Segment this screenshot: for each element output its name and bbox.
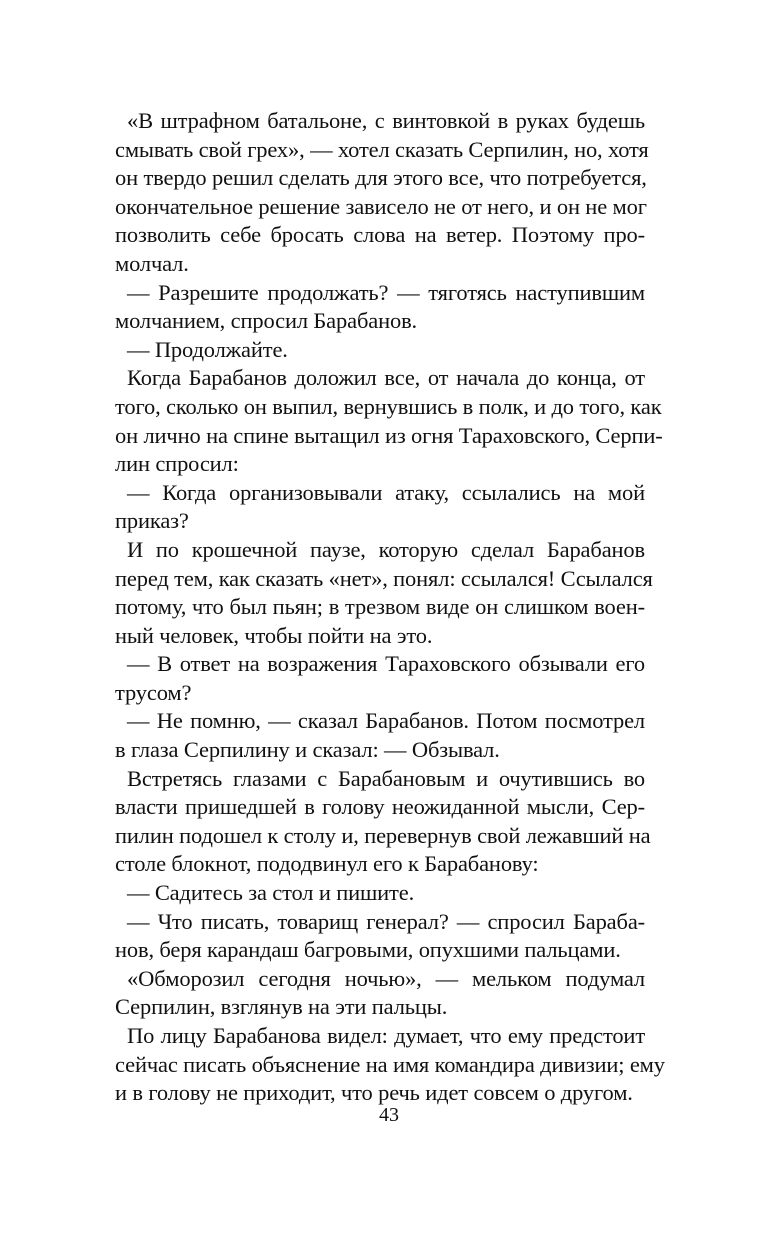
paragraph (115, 279, 645, 336)
text-line: смывать свой грех», — хотел сказать Серпилин, но, хотя (115, 136, 649, 162)
paragraph (115, 479, 645, 536)
paragraph (115, 908, 645, 965)
text-line: он твердо решил сделать для этого все, что потребуется, (115, 165, 647, 191)
paragraph (115, 536, 653, 650)
text-line: и в голову не приходит, что речь идет совсем о другом. (115, 1080, 633, 1106)
text-line: в глаза Серпилину и сказал: — Обзывал. (115, 737, 500, 763)
paragraph (115, 1022, 665, 1108)
text-line: того, сколько он выпил, вернувшись в полк, и до того, как (115, 393, 662, 419)
text-line: «Обморозил сегодня ночью», — мельком подумал (127, 965, 645, 991)
text-line: — Садитесь за стол и пишите. (127, 880, 415, 906)
text-line: он лично на спине вытащил из огня Тараховского, Серпи- (115, 422, 663, 448)
text-line: сейчас писать объяснение на имя командира дивизии; ему (115, 1051, 665, 1077)
text-line: окончательное решение зависело не от него, и он не мог (115, 193, 647, 219)
text-line: власти пришедшей в голову неожиданной мысли, Сер- (115, 794, 645, 820)
text-line: — Продолжайте. (127, 336, 288, 362)
text-line: — Когда организовывали атаку, ссылались на мой (127, 479, 645, 505)
body-text (115, 107, 665, 1108)
paragraph (115, 707, 645, 764)
text-line: пилин подошел к столу и, перевернув свой лежавший на (115, 822, 651, 848)
text-line: — Разрешите продолжать? — тяготясь наступившим (127, 279, 645, 305)
paragraph (115, 965, 645, 1022)
text-line: молчанием, спросил Барабанов. (115, 308, 418, 334)
text-line: — В ответ на возражения Тараховского обзывали его (127, 651, 645, 677)
text-line: столе блокнот, пододвинул его к Барабанову: (115, 851, 539, 877)
paragraph (115, 650, 645, 707)
text-line: перед тем, как сказать «нет», понял: ссылался! Ссылался (115, 565, 653, 591)
text-line: Когда Барабанов доложил все, от начала до конца, от (127, 365, 645, 391)
text-line: потому, что был пьян; в трезвом виде он слишком воен- (115, 594, 645, 620)
text-line: лин спросил: (115, 451, 239, 477)
page-number: 43 (379, 1104, 399, 1126)
text-line: Встретясь глазами с Барабановым и очутившись во (127, 765, 645, 791)
text-line: трусом? (115, 679, 192, 705)
text-line: ный человек, чтобы пойти на это. (115, 622, 433, 648)
text-line: — Не помню, — сказал Барабанов. Потом посмотрел (127, 708, 645, 734)
paragraph (115, 107, 649, 279)
paragraph (115, 364, 663, 478)
paragraph (115, 765, 651, 879)
text-line: И по крошечной паузе, которую сделал Барабанов (127, 536, 645, 562)
text-line: нов, беря карандаш багровыми, опухшими пальцами. (115, 937, 621, 963)
paragraph (115, 336, 645, 365)
text-line: молчал. (115, 250, 189, 276)
text-line: — Что писать, товарищ генерал? — спросил Бараба- (127, 908, 645, 934)
text-line: Серпилин, взглянув на эти пальцы. (115, 994, 448, 1020)
text-line: приказ? (115, 508, 189, 534)
paragraph (115, 879, 645, 908)
text-line: позволить себе бросать слова на ветер. Поэтому про- (115, 222, 645, 248)
text-line: По лицу Барабанова видел: думает, что ему предстоит (127, 1023, 645, 1048)
text-line: «В штрафном батальоне, с винтовкой в руках будешь (127, 108, 645, 133)
